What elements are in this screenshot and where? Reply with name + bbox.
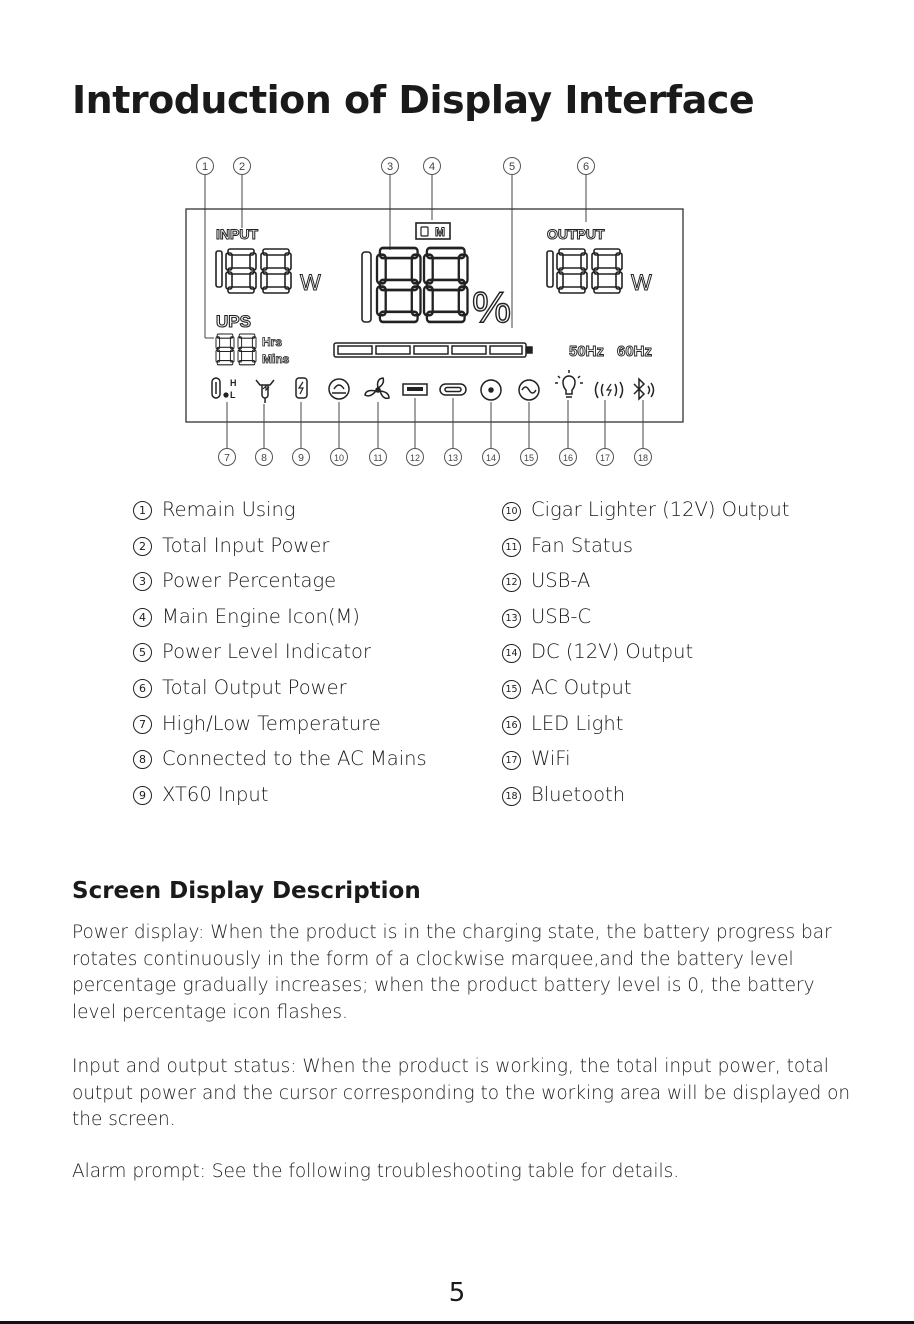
wifi-icon	[596, 382, 623, 398]
legend-number: 15	[502, 680, 521, 699]
ac-mains-plug-icon	[256, 380, 274, 403]
bottom-leader-lines	[227, 398, 643, 448]
callout-7-label: 7	[224, 452, 230, 464]
legend-item	[502, 777, 789, 813]
callout-18	[635, 449, 652, 466]
top-callouts	[197, 158, 595, 175]
callout-14	[483, 449, 500, 466]
callout-1-label: 1	[201, 161, 209, 173]
callout-7	[219, 449, 236, 466]
legend-number: 11	[502, 538, 521, 557]
callout-6	[578, 158, 595, 175]
paragraph-alarm-prompt: Alarm prompt: See the following troubleshooting table for details.	[72, 1161, 680, 1182]
hrs-label: Hrs	[262, 335, 283, 349]
legend-item	[133, 634, 427, 670]
callout-3-label: 3	[386, 161, 394, 173]
legend-label: Total Input Power	[162, 533, 330, 557]
legend-item	[502, 741, 789, 777]
temp-high-label: H	[230, 378, 237, 388]
display-diagram	[0, 150, 914, 480]
input-label: INPUT	[216, 226, 258, 242]
freq-60-label: 60Hz	[617, 343, 653, 360]
legend-number: 5	[133, 643, 152, 662]
usb-c-icon	[440, 384, 466, 395]
percent-sign: %	[472, 283, 512, 332]
callout-13-label: 13	[447, 453, 459, 463]
callout-2-label: 2	[238, 161, 246, 173]
legend-item	[502, 599, 789, 635]
callout-10-label: 10	[333, 453, 345, 463]
legend-number: 14	[502, 644, 521, 663]
callout-10	[331, 449, 348, 466]
legend-label: Remain Using	[162, 498, 296, 521]
legend-right	[502, 492, 789, 812]
callout-17-label: 17	[599, 453, 611, 463]
legend-label: Bluetooth	[531, 782, 626, 806]
callout-16-label: 16	[562, 453, 574, 463]
output-label: OUTPUT	[547, 226, 605, 242]
legend-number: 8	[133, 750, 152, 769]
callout-4-label: 4	[428, 161, 436, 173]
callout-15-label: 15	[523, 453, 535, 463]
legend-label: Total Output Power	[162, 675, 347, 699]
page-number: 5	[448, 1278, 466, 1308]
legend-label: Main Engine Icon(M)	[162, 604, 360, 628]
callout-3	[382, 158, 399, 175]
legend-number: 2	[133, 537, 152, 556]
ac-output-icon	[519, 380, 539, 400]
legend-item	[502, 492, 789, 528]
legend-number: 17	[502, 751, 521, 770]
input-watt-unit: W	[300, 270, 321, 295]
legend-number: 13	[502, 609, 521, 628]
legend-item	[502, 670, 789, 706]
callout-4	[424, 158, 441, 175]
legend-label: AC Output	[531, 675, 632, 699]
percentage-digits	[362, 248, 468, 322]
callout-8	[256, 449, 273, 466]
callout-2	[234, 158, 251, 175]
top-leader-lines	[205, 175, 586, 338]
callout-16	[560, 449, 577, 466]
legend-number: 10	[502, 502, 521, 521]
bluetooth-icon	[634, 379, 654, 399]
output-watt-unit: W	[631, 270, 652, 295]
output-power-digits	[547, 249, 622, 293]
temp-low-label: L	[230, 390, 236, 400]
mins-label: Mins	[262, 352, 290, 366]
remain-time-digits	[216, 334, 256, 365]
status-icon-row	[212, 370, 654, 403]
legend-number: 4	[133, 608, 152, 627]
legend-number: 7	[133, 715, 152, 734]
callout-8-label: 8	[261, 452, 267, 464]
callout-11	[370, 449, 387, 466]
legend-number: 16	[502, 716, 521, 735]
callout-5-label: 5	[508, 161, 516, 173]
legend-item	[133, 528, 427, 564]
legend-label: Power Level Indicator	[162, 640, 371, 664]
ups-label: UPS	[216, 312, 251, 331]
legend-label: Power Percentage	[162, 569, 337, 593]
legend-number: 18	[502, 787, 521, 806]
main-engine-label: M	[435, 225, 445, 239]
callout-11-label: 11	[373, 453, 383, 463]
callout-15	[521, 449, 538, 466]
callout-6-label: 6	[582, 161, 590, 173]
led-light-icon	[555, 370, 583, 397]
callout-9-label: 9	[298, 452, 304, 464]
legend-number: 6	[133, 679, 152, 698]
legend-label: LED Light	[531, 711, 624, 735]
legend-label: USB-C	[531, 604, 592, 628]
legend-item	[502, 706, 789, 742]
legend-item	[133, 492, 427, 528]
legend-label: Cigar Lighter (12V) Output	[531, 498, 790, 521]
freq-50-label: 50Hz	[569, 343, 605, 360]
legend-item	[502, 634, 789, 670]
power-level-bar	[334, 343, 532, 357]
section-title: Screen Display Description	[72, 878, 421, 904]
callout-17	[597, 449, 614, 466]
legend-item	[133, 741, 427, 777]
legend-item	[133, 563, 427, 599]
bottom-callouts	[219, 449, 652, 466]
xt60-input-icon	[296, 378, 307, 398]
legend-item	[502, 528, 789, 564]
legend-number: 9	[133, 786, 152, 805]
temp-low-dot	[223, 392, 228, 397]
legend-item	[502, 563, 789, 599]
legend-number: 1	[133, 501, 152, 520]
page-title: Introduction of Display Interface	[72, 78, 755, 122]
paragraph-io-status: Input and output status: When the product is working, the total input power, total output power and the cursor corresponding to the working area will be displayed on the screen.	[72, 1056, 851, 1130]
callout-9	[293, 449, 310, 466]
fan-icon	[365, 378, 389, 398]
legend-item	[133, 706, 427, 742]
paragraph-power-display: Power display: When the product is in the charging state, the battery progress bar rotates continuously in the form of a clockwise marquee,and the battery level percentage gradually increases; when the product battery level is 0, the battery level percentage icon flashes.	[72, 922, 832, 1023]
callout-12	[407, 449, 424, 466]
legend-item	[133, 670, 427, 706]
thermometer-icon	[212, 378, 220, 398]
legend-number: 3	[133, 572, 152, 591]
legend-label: WiFi	[531, 747, 571, 771]
callout-13	[445, 449, 462, 466]
legend-left	[133, 492, 427, 812]
callout-1	[197, 158, 214, 175]
input-power-digits	[216, 249, 291, 293]
callout-12-label: 12	[409, 453, 421, 463]
legend-number: 12	[502, 573, 521, 592]
dc-output-icon	[481, 380, 501, 400]
legend-label: Fan Status	[531, 533, 634, 557]
legend-item	[133, 599, 427, 635]
legend-label: Connected to the AC Mains	[162, 747, 427, 771]
callout-18-label: 18	[637, 453, 649, 463]
legend-label: XT60 Input	[162, 782, 269, 806]
legend-label: High/Low Temperature	[162, 711, 381, 735]
main-engine-icon	[416, 223, 450, 239]
callout-14-label: 14	[485, 453, 497, 463]
legend-item	[133, 777, 427, 813]
cigar-lighter-icon	[329, 379, 349, 399]
usb-a-icon	[403, 384, 427, 395]
legend-label: DC (12V) Output	[531, 640, 694, 664]
callout-5	[504, 158, 521, 175]
legend-label: USB-A	[531, 569, 591, 593]
